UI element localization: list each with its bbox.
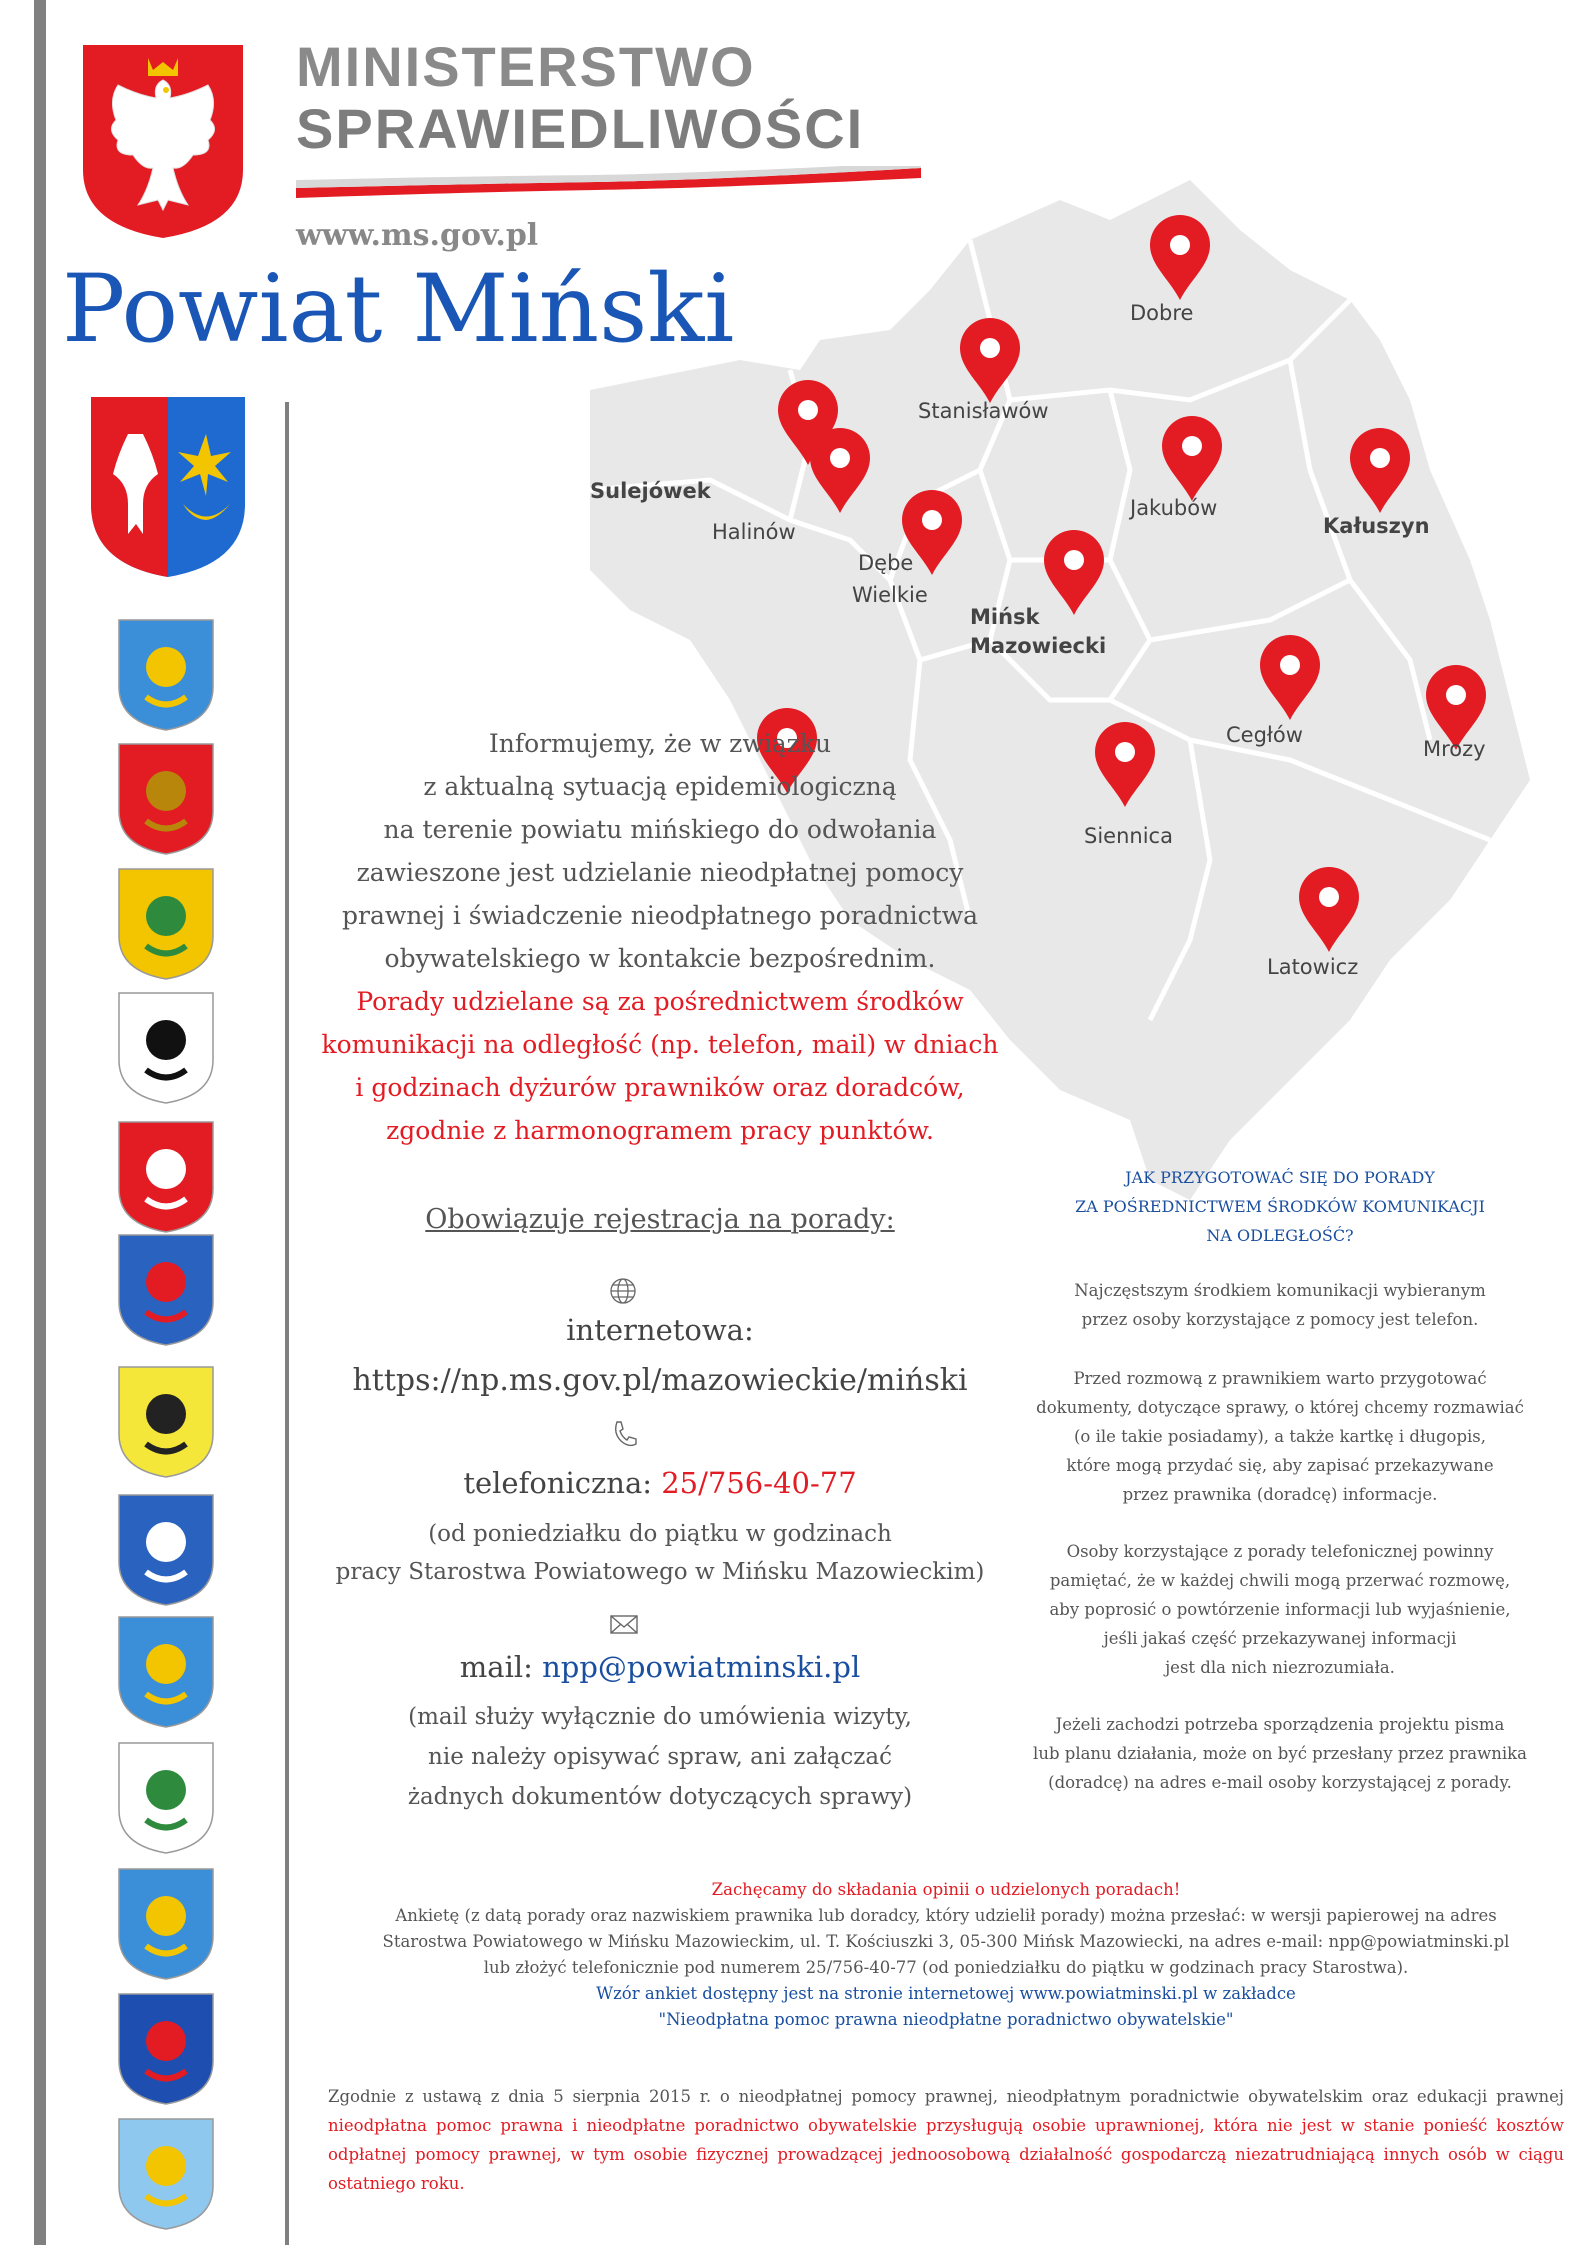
mail-note-line: nie należy opisywać spraw, ani załączać <box>428 1744 892 1770</box>
howto-paragraph-4 <box>1010 1710 1550 1797</box>
left-border-bar <box>34 0 46 2245</box>
commune-crest-icon <box>116 2116 216 2236</box>
law-text-gray: Zgodnie z ustawą z dnia 5 sierpnia 2015 r. o nieodpłatnej pomocy prawnej, nieodpłatnym poradnictwie obywatelskim oraz edukacji prawnej <box>328 2087 1564 2106</box>
phone-line <box>300 1466 1020 1500</box>
polish-eagle-emblem <box>78 40 248 240</box>
location-pin-icon <box>1044 530 1104 615</box>
location-pin-dot <box>980 338 1000 358</box>
commune-crest-icon <box>116 990 216 1110</box>
phone-note <box>300 1515 1020 1591</box>
town-label-siennica: Siennica <box>1084 824 1173 848</box>
ministry-website: www.ms.gov.pl <box>296 218 539 253</box>
howto-line: przez osoby korzystające z pomocy jest telefon. <box>1081 1310 1479 1329</box>
location-pin-dot <box>922 510 942 530</box>
ministry-name-line2: SPRAWIEDLIWOŚCI <box>296 97 865 160</box>
town-label-kaluszyn: Kałuszyn <box>1323 514 1430 538</box>
location-pin-dot <box>830 448 850 468</box>
notice-red-line: komunikacji na odległość (np. telefon, mail) w dniach <box>321 1030 999 1059</box>
howto-heading-line: ZA POŚREDNICTWEM ŚRODKÓW KOMUNIKACJI <box>1075 1197 1485 1216</box>
town-label-mrozy: Mrozy <box>1423 737 1486 761</box>
location-pin-icon <box>810 428 870 513</box>
howto-line: lub planu działania, może on być przesłany przez prawnika <box>1033 1744 1527 1763</box>
notice-line: obywatelskiego w kontakcie bezpośrednim. <box>384 944 936 973</box>
commune-crest-icon <box>116 1364 216 1484</box>
howto-line: Przed rozmową z prawnikiem warto przygotować <box>1073 1369 1487 1388</box>
town-label-stanislawow: Stanisławów <box>918 399 1049 423</box>
howto-line: przez prawnika (doradcę) informacje. <box>1122 1485 1438 1504</box>
phone-icon <box>609 1419 639 1453</box>
notice-line: Informujemy, że w związku <box>488 729 832 758</box>
notice-line: prawnej i świadczenie nieodpłatnego poradnictwa <box>342 901 978 930</box>
howto-paragraph-1 <box>1010 1276 1550 1334</box>
howto-line: (doradcę) na adres e-mail osoby korzystającej z porady. <box>1048 1773 1512 1792</box>
commune-crest-icon <box>116 1492 216 1612</box>
feedback-encourage: Zachęcamy do składania opinii o udzielonych poradach! <box>711 1880 1181 1899</box>
town-label-debe: Dębe <box>858 551 914 575</box>
location-pin-dot <box>1115 742 1135 762</box>
town-label-ceglow: Cegłów <box>1226 723 1303 747</box>
vertical-divider <box>285 402 289 2245</box>
mail-address[interactable]: npp@powiatminski.pl <box>542 1650 861 1684</box>
commune-crest-icon <box>116 866 216 986</box>
commune-crest-icon <box>116 617 216 737</box>
location-pin-icon <box>1299 867 1359 952</box>
notice-red-line: i godzinach dyżurów prawników oraz doradców, <box>355 1073 965 1102</box>
phone-number[interactable]: 25/756-40-77 <box>661 1466 857 1500</box>
town-label-wielkie: Wielkie <box>852 583 928 607</box>
town-label-mazowiecki: Mazowiecki <box>970 634 1107 658</box>
howto-line: pamiętać, że w każdej chwili mogą przerwać rozmowę, <box>1049 1571 1511 1590</box>
mail-note <box>300 1697 1020 1817</box>
mail-note-line: żadnych dokumentów dotyczących sprawy) <box>407 1784 913 1810</box>
town-label-halinow: Halinów <box>712 520 796 544</box>
howto-paragraph-3 <box>1010 1537 1550 1682</box>
registration-heading: Obowiązuje rejestracja na porady: <box>425 1204 895 1235</box>
howto-line: Osoby korzystające z porady telefonicznej powinny <box>1066 1542 1494 1561</box>
mail-line <box>300 1650 1020 1684</box>
location-pin-dot <box>1446 685 1466 705</box>
howto-paragraph-2 <box>1010 1364 1550 1509</box>
location-pin-icon <box>1150 215 1210 300</box>
phone-note-line: pracy Starostwa Powiatowego w Mińsku Mazowieckim) <box>335 1559 985 1585</box>
commune-crest-icon <box>116 741 216 861</box>
town-label-sulejowek: Sulejówek <box>590 479 711 503</box>
howto-heading <box>1010 1163 1550 1250</box>
internet-label: internetowa: <box>566 1313 754 1347</box>
location-pin-dot <box>1182 436 1202 456</box>
notice-red-line: zgodnie z harmonogramem pracy punktów. <box>386 1116 934 1145</box>
law-text-red: nieodpłatna pomoc prawna i nieodpłatne poradnictwo obywatelskie przysługują osobie uprawnionej, która nie jest w stanie ponieść kosztów odpłatnej pomocy prawnej, w tym osobie fizycznej prowadzącej jednoosobową działalność gospodarczą niezatrudniającą innych osób w ciągu ostatniego roku. <box>328 2116 1564 2193</box>
commune-crest-icon <box>116 1866 216 1986</box>
commune-crest-icon <box>116 1119 216 1239</box>
notice-red-line: Porady udzielane są za pośrednictwem środków <box>356 987 964 1016</box>
feedback-line: Ankietę (z datą porady oraz nazwiskiem prawnika lub doradcy, który udzielił porady) można przesłać: w wersji papierowej na adres <box>395 1906 1497 1925</box>
feedback-line-tab: "Nieodpłatna pomoc prawna nieodpłatne poradnictwo obywatelskie" <box>658 2010 1234 2029</box>
location-pin-icon <box>960 318 1020 403</box>
location-pin-dot <box>1280 655 1300 675</box>
howto-line: jeśli jakaś część przekazywanej informacji <box>1103 1629 1457 1648</box>
location-pin-icon <box>1095 722 1155 807</box>
howto-line: jest dla nich niezrozumiała. <box>1165 1658 1395 1677</box>
howto-line: aby poprosić o powtórzenie informacji lub wyjaśnienie, <box>1049 1600 1511 1619</box>
town-label-latowicz: Latowicz <box>1267 955 1359 979</box>
town-label-dobre: Dobre <box>1130 301 1194 325</box>
internet-registration-link[interactable]: https://np.ms.gov.pl/mazowieckie/miński <box>352 1363 968 1398</box>
phone-note-line: (od poniedziałku do piątku w godzinach <box>428 1521 892 1547</box>
phone-label: telefoniczna: <box>463 1466 652 1500</box>
law-paragraph <box>328 2082 1564 2198</box>
commune-crest-icon <box>116 1614 216 1734</box>
commune-crest-icon <box>116 1991 216 2111</box>
howto-line: (o ile takie posiadamy), a także kartkę i długopis, <box>1073 1427 1487 1446</box>
commune-crest-icon <box>116 1232 216 1352</box>
location-pin-dot <box>1319 887 1339 907</box>
howto-line: Jeżeli zachodzi potrzeba sporządzenia projektu pisma <box>1055 1715 1505 1734</box>
commune-crest-icon <box>116 1740 216 1860</box>
howto-line: Najczęstszym środkiem komunikacji wybieranym <box>1074 1281 1486 1300</box>
page-title: Powiat Miński <box>62 255 735 364</box>
location-pin-icon <box>1162 416 1222 501</box>
feedback-section <box>328 1877 1564 2033</box>
howto-line: dokumenty, dotyczące sprawy, o której chcemy rozmawiać <box>1036 1398 1524 1417</box>
feedback-line: lub złożyć telefonicznie pod numerem 25/756-40-77 (od poniedziałku do piątku w godzinach pracy Starostwa). <box>483 1958 1409 1977</box>
feedback-line: Starostwa Powiatowego w Mińsku Mazowieckim, ul. T. Kościuszki 3, 05-300 Mińsk Mazowiecki, na adres e-mail: npp@powiatminski.pl <box>382 1932 1510 1951</box>
mail-note-line: (mail służy wyłącznie do umówienia wizyty, <box>408 1704 912 1730</box>
envelope-icon <box>609 1609 639 1643</box>
location-pin-icon <box>1260 635 1320 720</box>
town-label-jakubow: Jakubów <box>1130 496 1218 520</box>
mail-label: mail: <box>459 1650 533 1684</box>
howto-heading-line: JAK PRZYGOTOWAĆ SIĘ DO PORADY <box>1125 1168 1435 1187</box>
location-pin-dot <box>1370 448 1390 468</box>
howto-heading-line: NA ODLEGŁOŚĆ? <box>1206 1226 1354 1245</box>
location-pin-dot <box>798 400 818 420</box>
location-pin-icon <box>1350 428 1410 513</box>
location-pin-dot <box>1064 550 1084 570</box>
globe-icon <box>608 1276 638 1310</box>
county-coat-of-arms <box>88 394 248 580</box>
feedback-line-link: Wzór ankiet dostępny jest na stronie internetowej www.powiatminski.pl w zakładce <box>596 1984 1296 2003</box>
location-pin-dot <box>1170 235 1190 255</box>
notice-block <box>300 722 1020 1152</box>
notice-line: zawieszone jest udzielanie nieodpłatnej pomocy <box>356 858 964 887</box>
notice-line: na terenie powiatu mińskiego do odwołania <box>383 815 937 844</box>
town-label-minsk: Mińsk <box>970 605 1040 629</box>
howto-line: które mogą przydać się, aby zapisać przekazywane <box>1066 1456 1494 1475</box>
ministry-name-line1: MINISTERSTWO <box>296 35 756 98</box>
notice-line: z aktualną sytuacją epidemiologiczną <box>423 772 897 801</box>
